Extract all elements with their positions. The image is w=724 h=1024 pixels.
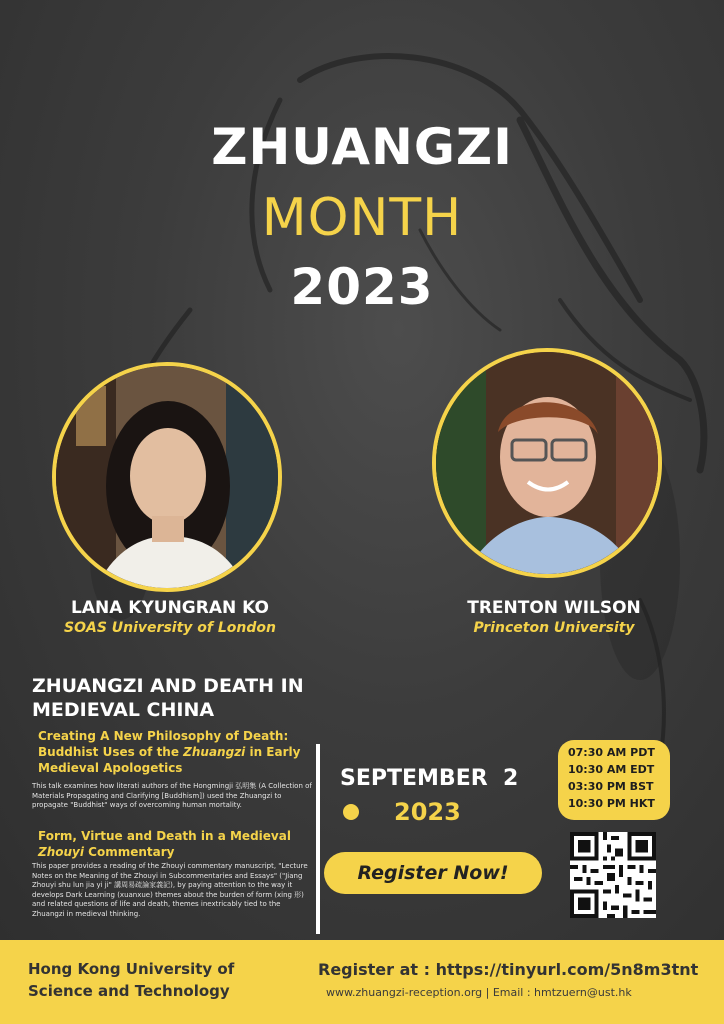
- speaker-2-photo: [432, 348, 662, 578]
- event-year: 2023: [394, 798, 461, 826]
- footer-register-link[interactable]: Register at : https://tinyurl.com/5n8m3tnt: [318, 960, 699, 979]
- register-now-button[interactable]: Register Now!: [324, 852, 542, 894]
- vertical-divider: [316, 744, 320, 934]
- qr-code-icon[interactable]: [570, 832, 656, 918]
- speaker-1-affiliation: SOAS University of London: [64, 620, 276, 636]
- speaker-1-name: LANA KYUNGRAN KO: [70, 598, 269, 618]
- talk-1-title: Creating A New Philosophy of Death: Buddhist Uses of the Zhuangzi in Early Medieval Apologetics: [38, 729, 301, 775]
- speaker-2-name: TRENTON WILSON: [467, 598, 641, 618]
- talk-1-description: This talk examines how literati authors of the Hongmingji 弘明集 (A Collection of Materials Propagating and Clarifying [Buddhism]) used the Zhuangzi to propagate "Buddhist" ways of overcoming human mortality.: [32, 782, 312, 809]
- talk-2-title: Form, Virtue and Death in a Medieval Zhouyi Commentary: [38, 829, 291, 859]
- footer-bar: [0, 940, 724, 1024]
- footer-university: Hong Kong University of Science and Technology: [28, 960, 235, 1000]
- session-heading: ZHUANGZI AND DEATH IN MEDIEVAL CHINA: [32, 675, 304, 721]
- speaker-2-affiliation: Princeton University: [473, 620, 635, 636]
- talk-2-description: This paper provides a reading of the Zhouyi commentary manuscript, "Lecture Notes on the Meaning of the Zhouyi in Subcommentaries and Essays" ("Jiang Zhouyi shu lun jia yi ji" 講周易疏論家義記), by paying attention to the way it develops Dark Learning (xuanxue) themes about the burden of form (xing 形) and related questions of life and death, themes inextricably tied to the Zhuangzi in medieval thinking.: [32, 862, 308, 918]
- event-times-box: [558, 740, 670, 820]
- footer-contact[interactable]: www.zhuangzi-reception.org | Email : hmtzuern@ust.hk: [326, 986, 632, 999]
- title-line-3: 2023: [290, 258, 434, 316]
- time-pdt: 07:30 AM PDT: [568, 746, 655, 759]
- time-hkt: 10:30 PM HKT: [568, 797, 655, 810]
- bullet-dot-icon: [343, 804, 359, 820]
- time-edt: 10:30 AM EDT: [568, 763, 655, 776]
- speaker-1-photo: [52, 362, 282, 592]
- title-line-1: ZHUANGZI: [211, 118, 513, 176]
- event-date: SEPTEMBER 2: [340, 766, 519, 791]
- time-bst: 03:30 PM BST: [568, 780, 654, 793]
- title-line-2: MONTH: [261, 188, 463, 248]
